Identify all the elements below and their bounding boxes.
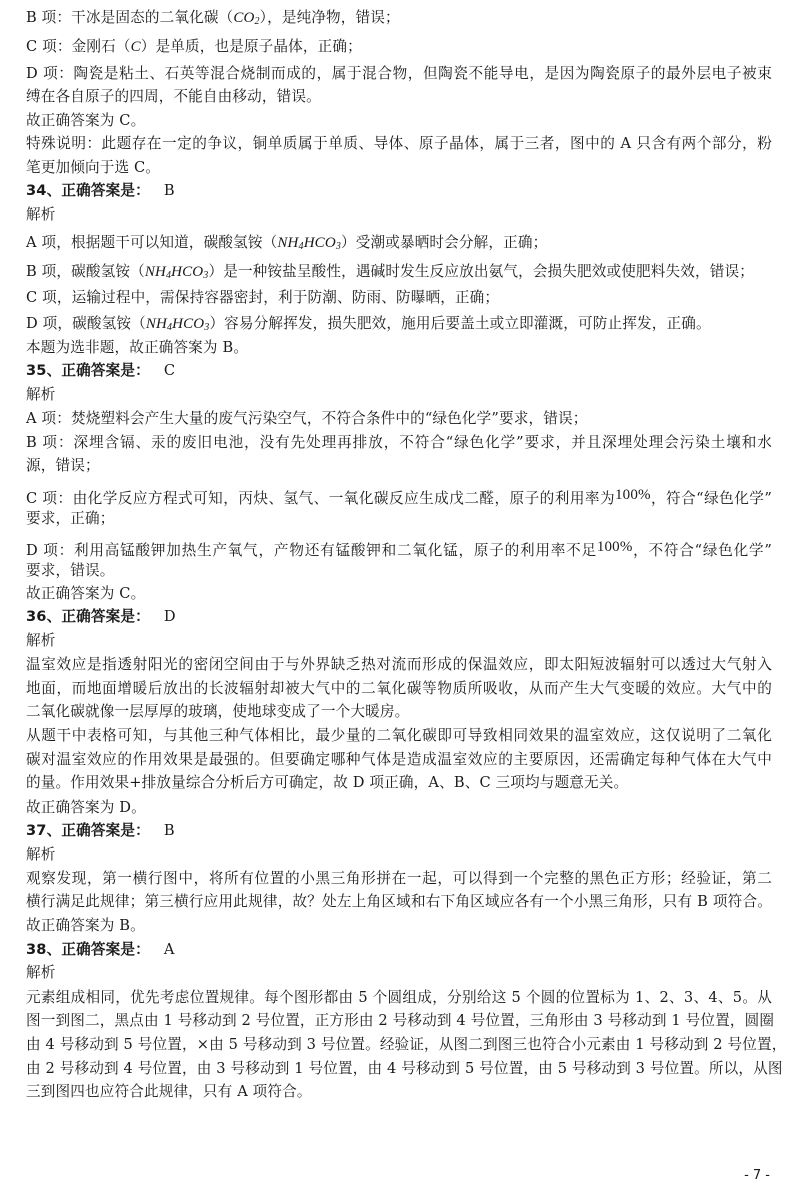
text-line: 故正确答案为 C。: [26, 585, 146, 602]
formula-carbon: C: [130, 39, 141, 55]
text-line: 从题干中表格可知，与其他三种气体相比，最少量的二氧化碳即可导致相同效果的温室效应，这仅说明了二氧化: [26, 727, 772, 744]
text-line: 地面，而地面增暖后放出的长波辐射却被大气中的二氧化碳等物质所吸收，从而产生大气变暖的效应。大气中的: [26, 680, 772, 697]
text-line: 要求，正确；: [26, 510, 115, 527]
analysis-label: 解析: [26, 964, 56, 981]
percent-value: 100%: [615, 487, 651, 503]
text-line: 故正确答案为 D。: [26, 799, 146, 816]
text-line: D 项：陶瓷是粘土、石英等混合烧制而成的，属于混合物，但陶瓷不能导电，是因为陶瓷原子的最外层电子被束: [26, 65, 772, 82]
text-line: C 项：由化学反应方程式可知，丙炔、氢气、一氧化碳反应生成戊二醛，原子的利用率为100%，符合“绿色化学”: [26, 487, 772, 507]
analysis-label: 解析: [26, 206, 56, 223]
text-line: D 项，碳酸氢铵$(NH_4HCO_3)$容易分解挥发，损失肥效，施用后要盖土或立即灌溉，可防止挥发，正确。: [26, 315, 711, 333]
answer-value: B: [163, 182, 175, 199]
text-line: 故正确答案为 B。: [26, 917, 145, 934]
text-line: C 项，运输过程中，需保持容器密封，利于防潮、防雨、防曝晒，正确；: [26, 289, 500, 306]
answer-heading-36: 36、正确答案是： D: [26, 608, 176, 625]
text-line: 缚在各自原子的四周，不能自由移动，错误。: [26, 88, 321, 105]
answer-value: A: [163, 941, 175, 958]
text-line: 要求，错误。: [26, 562, 115, 579]
text-line: 本题为选非题，故正确答案为 B。: [26, 339, 249, 356]
text-line: 故正确答案为 C。: [26, 112, 146, 129]
text-line: 笔更加倾向于选 C。: [26, 159, 161, 176]
text-line: B 项：深埋含镉、汞的废旧电池，没有先处理再排放，不符合“绿色化学”要求，并且深埋处理会污染土壤和水: [26, 434, 772, 451]
formula-nh4hco3: $NH_4HCO_3$: [145, 316, 210, 333]
text-line: 元素组成相同，优先考虑位置规律。每个图形都由 5 个圆组成，分别给这 5 个圆的位置标为 1、2、3、4、5。从: [26, 989, 772, 1006]
formula-nh4hco3: $NH_4HCO_3$: [277, 235, 341, 252]
text-line: B 项：干冰是固态的二氧化碳$(CO_2)$，是纯净物，错误；: [26, 9, 400, 27]
answer-value: B: [163, 822, 175, 839]
text-line: 碳对温室效应的作用效果是最强的。但要确定哪种气体是造成温室效应的主要原因，还需确定每种气体在大气中: [26, 751, 772, 768]
analysis-label: 解析: [26, 846, 56, 863]
text-line: D 项：利用高锰酸钾加热生产氧气，产物还有锰酸钾和二氧化锰，原子的利用率不足100%，不符合“绿色化学”: [26, 539, 772, 559]
percent-value: 100%: [596, 539, 633, 555]
analysis-label: 解析: [26, 386, 56, 403]
text-line: 由 4 号移动到 5 号位置，×由 5 号移动到 3 号位置。经验证，从图二到图三也符合小元素由 1 号移动到 2 号位置，: [26, 1036, 787, 1053]
text-line: B 项，碳酸氢铵$(NH_4HCO_3)$是一种铵盐呈酸性，遇碱时发生反应放出氨气，会损失肥效或使肥料失效，错误；: [26, 263, 754, 281]
formula-co2: $CO_2$: [233, 10, 260, 27]
text-line: 由 2 号移动到 4 号位置，由 3 号移动到 1 号位置，由 4 号移动到 5 号位置，由 5 号移动到 3 号位置。所以，从图: [26, 1060, 783, 1077]
text-line: A 项：焚烧塑料会产生大量的废气污染空气，不符合条件中的“绿色化学”要求，错误；: [26, 410, 588, 427]
text-line: 图一到图二，黑点由 1 号移动到 2 号位置，正方形由 2 号移动到 4 号位置，三角形由 3 号移动到 1 号位置，圆圈: [26, 1012, 775, 1029]
analysis-label: 解析: [26, 632, 56, 649]
text-line: 的量。作用效果+排放量综合分析后方可确定，故 D 项正确，A、B、C 三项均与题意无关。: [26, 774, 629, 791]
text-line: 横行满足此规律；第三横行应用此规律，故？处左上角区域和右下角区域应各有一个小黑三角形，只有 B 项符合。: [26, 893, 772, 910]
answer-heading-37: 37、正确答案是： B: [26, 822, 175, 839]
text-line: 三到图四也应符合此规律，只有 A 项符合。: [26, 1083, 312, 1100]
answer-value: D: [163, 608, 176, 625]
text-line: 特殊说明：此题存在一定的争议，铜单质属于单质、导体、原子晶体，属于三者，图中的 A 只含有两个部分，粉: [26, 135, 772, 152]
text-line: 观察发现，第一横行图中，将所有位置的小黑三角形拼在一起，可以得到一个完整的黑色正方形；经验证，第二: [26, 870, 772, 887]
answer-heading-35: 35、正确答案是： C: [26, 362, 176, 379]
text-line: A 项，根据题干可以知道，碳酸氢铵$(NH_4HCO_3)$受潮或暴晒时会分解，正确；: [26, 234, 548, 252]
text-line: 源，错误；: [26, 457, 100, 474]
text-line: 二氧化碳就像一层厚厚的玻璃，使地球变成了一个大暖房。: [26, 703, 410, 720]
text-line: 温室效应是指透射阳光的密闭空间由于与外界缺乏热对流而形成的保温效应，即太阳短波辐射可以透过大气射入: [26, 656, 772, 673]
formula-nh4hco3: $NH_4HCO_3$: [144, 264, 209, 281]
answer-heading-38: 38、正确答案是： A: [26, 941, 175, 958]
answer-value: C: [163, 362, 176, 379]
answer-heading-34: 34、正确答案是： B: [26, 182, 175, 199]
text-line: C 项：金刚石（C）是单质，也是原子晶体，正确；: [26, 38, 362, 55]
page-number: - 7 -: [744, 1168, 770, 1183]
